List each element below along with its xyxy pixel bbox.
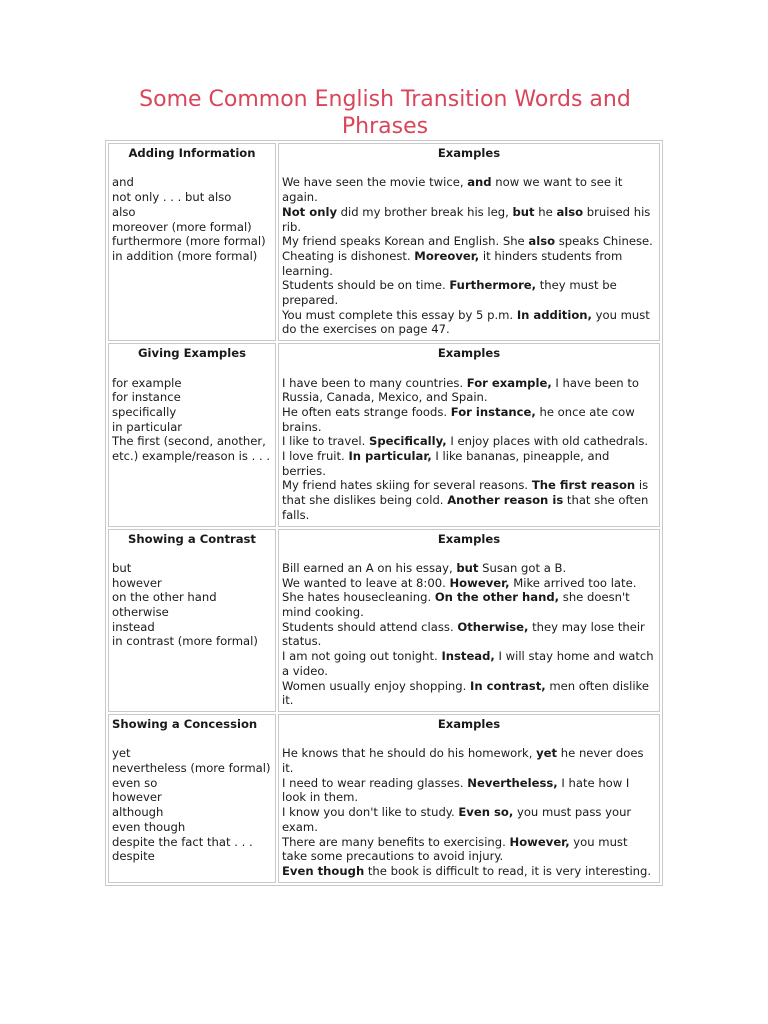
sentence-text: I am not going out tonight. — [282, 649, 442, 664]
sentence-text: He knows that he should do his homework, — [282, 746, 537, 761]
highlighted-transition: Otherwise, — [457, 619, 529, 634]
transition-word: for instance — [112, 390, 181, 405]
transition-word: in contrast (more formal) — [112, 634, 258, 649]
sentence-text: I like to travel. — [282, 434, 369, 449]
transition-words-cell — [108, 343, 276, 526]
sentence-text: She hates housecleaning. — [282, 590, 435, 605]
sentence-text: We wanted to leave at 8:00. — [282, 575, 450, 590]
highlighted-transition: In addition, — [516, 307, 592, 322]
sentence-text: did my brother break his leg, — [337, 204, 513, 219]
example-sentence — [282, 649, 656, 678]
sentence-text: speaks Chinese. — [555, 234, 653, 249]
examples-heading: Examples — [437, 531, 501, 546]
transition-word: despite the fact that . . . — [112, 834, 253, 849]
sentence-text: We have seen the movie twice, — [282, 175, 468, 190]
sentence-text: My friend hates skiing for several reasons. — [282, 478, 532, 493]
example-sentence — [282, 590, 656, 619]
sentence-text: Cheating is dishonest. — [282, 248, 415, 263]
section-row — [108, 529, 660, 712]
highlighted-transition: but — [456, 560, 479, 575]
sentence-text: you must pass your exam. — [282, 805, 632, 834]
examples-cell — [278, 143, 660, 341]
sentence-text: My friend speaks Korean and English. She — [282, 234, 529, 249]
sentence-text: Women usually enjoy shopping. — [282, 678, 471, 693]
transition-word: for example — [112, 375, 182, 390]
example-sentence — [282, 620, 656, 649]
highlighted-transition: Specifically, — [369, 434, 447, 449]
transition-word: in addition (more formal) — [112, 248, 258, 263]
highlighted-transition: yet — [536, 746, 558, 761]
example-sentence — [282, 561, 656, 576]
example-sentence — [282, 234, 656, 249]
sentence-text: they may lose their status. — [282, 619, 645, 649]
sentence-text: I will stay home and watch a video. — [282, 649, 654, 678]
transition-words-cell — [108, 143, 276, 341]
highlighted-transition: Not only — [282, 204, 337, 219]
example-sentence — [282, 746, 656, 775]
transition-word: however — [112, 575, 162, 590]
transition-word: and — [112, 175, 134, 190]
highlighted-transition: However, — [449, 575, 510, 590]
highlighted-transition: On the other hand, — [434, 590, 560, 605]
sentence-text: Students should be on time. — [282, 278, 450, 293]
highlighted-transition: Instead, — [441, 649, 495, 664]
sentence-text: I have been to many countries. — [282, 375, 467, 390]
sentence-text: Susan got a B. — [478, 560, 567, 575]
transition-word: although — [112, 805, 164, 820]
sentence-text: that she often falls. — [282, 493, 649, 522]
transition-word: yet — [112, 746, 131, 761]
example-sentence — [282, 249, 656, 278]
transition-word: The first (second, another, etc.) example/reason is . . . — [112, 434, 271, 464]
transition-word: even so — [112, 775, 158, 790]
highlighted-transition: Moreover, — [414, 248, 480, 263]
example-sentence — [282, 864, 656, 879]
example-sentence — [282, 278, 656, 307]
transition-words-cell — [108, 714, 276, 883]
transition-word: instead — [112, 619, 155, 634]
category-heading: Adding Information — [128, 146, 256, 160]
sentence-text: There are many benefits to exercising. — [282, 834, 510, 849]
transition-word: but — [112, 560, 132, 575]
sentence-text: Students should attend class. — [282, 619, 458, 634]
example-sentence — [282, 308, 656, 337]
sentence-text: it hinders students from learning. — [282, 248, 623, 278]
examples-heading: Examples — [437, 346, 501, 361]
category-heading: Showing a Concession — [112, 716, 258, 731]
transition-word: on the other hand — [112, 590, 217, 605]
transition-word: not only . . . but also — [112, 190, 232, 205]
transition-word: furthermore (more formal) — [112, 234, 266, 249]
sentence-text: I love fruit. — [282, 449, 349, 464]
example-sentence — [282, 679, 656, 708]
sentence-text: I hate how I look in them. — [282, 775, 630, 805]
transition-word: in particular — [112, 419, 183, 434]
highlighted-transition: For instance, — [450, 404, 536, 419]
sentence-text: I enjoy places with old cathedrals. — [446, 434, 649, 449]
examples-cell — [278, 714, 660, 883]
example-sentence — [282, 205, 656, 234]
transition-words-table — [105, 140, 663, 886]
highlighted-transition: Nevertheless, — [467, 775, 558, 790]
examples-heading: Examples — [437, 146, 501, 160]
example-sentence — [282, 835, 656, 864]
page-title: Some Common English Transition Words and Phrases — [139, 87, 631, 139]
examples-cell — [278, 343, 660, 526]
example-sentence — [282, 405, 656, 434]
highlighted-transition: Even so, — [458, 805, 514, 820]
transition-word: moreover (more formal) — [112, 219, 252, 234]
highlighted-transition: However, — [509, 834, 570, 849]
example-sentence — [282, 376, 656, 405]
sentence-text: he — [534, 204, 557, 219]
section-row — [108, 714, 660, 883]
transition-word: even though — [112, 819, 186, 834]
sentence-text: I know you don't like to study. — [282, 805, 459, 820]
sentence-text: You must complete this essay by 5 p.m. — [282, 307, 517, 322]
example-sentence — [282, 449, 656, 478]
sentence-text: bruised his rib. — [282, 204, 651, 234]
highlighted-transition: Furthermore, — [449, 278, 537, 293]
transition-word: nevertheless (more formal) — [112, 761, 271, 776]
sentence-text: He often eats strange foods. — [282, 404, 451, 419]
sentence-text: now we want to see it again. — [282, 175, 623, 205]
example-sentence — [282, 776, 656, 805]
sentence-text: he never does it. — [282, 746, 644, 776]
category-heading: Showing a Contrast — [128, 531, 256, 546]
sentence-text: you must do the exercises on page 47. — [282, 307, 650, 337]
examples-cell — [278, 529, 660, 712]
sentence-text: she doesn't mind cooking. — [282, 590, 630, 620]
transition-word: however — [112, 790, 162, 805]
example-sentence — [282, 175, 656, 204]
transition-word: also — [112, 204, 136, 219]
highlighted-transition: Even though — [282, 863, 365, 878]
example-sentence — [282, 805, 656, 834]
sentence-text: I need to wear reading glasses. — [282, 775, 468, 790]
category-heading: Giving Examples — [138, 346, 246, 361]
sentence-text: the book is difficult to read, it is very interesting. — [364, 863, 652, 878]
sentence-text: Mike arrived too late. — [509, 575, 637, 590]
highlighted-transition: also — [556, 204, 584, 219]
section-row — [108, 343, 660, 526]
highlighted-transition: but — [512, 204, 535, 219]
highlighted-transition: and — [467, 175, 492, 190]
sentence-text: is that she dislikes being cold. — [282, 478, 649, 508]
sentence-text: he once ate cow brains. — [282, 404, 635, 434]
example-sentence — [282, 434, 656, 449]
sentence-text: I have been to Russia, Canada, Mexico, and Spain. — [282, 375, 639, 405]
sentence-text: you must take some precautions to avoid injury. — [282, 834, 628, 864]
highlighted-transition: For example, — [466, 375, 552, 390]
sentence-text: they must be prepared. — [282, 278, 617, 308]
highlighted-transition: also — [528, 234, 556, 249]
section-row — [108, 143, 660, 341]
sentence-text: I like bananas, pineapple, and berries. — [282, 449, 610, 478]
sentence-text: Bill earned an A on his essay, — [282, 560, 457, 575]
transition-word: specifically — [112, 404, 177, 419]
highlighted-transition: Another reason is — [447, 493, 564, 508]
example-sentence — [282, 576, 656, 591]
sentence-text: men often dislike it. — [282, 678, 649, 708]
highlighted-transition: In particular, — [348, 449, 432, 464]
examples-heading: Examples — [437, 716, 501, 731]
highlighted-transition: The first reason — [531, 478, 636, 493]
highlighted-transition: In contrast, — [470, 678, 546, 693]
transition-word: despite — [112, 849, 155, 864]
transition-words-cell — [108, 529, 276, 712]
transition-word: otherwise — [112, 605, 169, 620]
example-sentence — [282, 478, 656, 522]
